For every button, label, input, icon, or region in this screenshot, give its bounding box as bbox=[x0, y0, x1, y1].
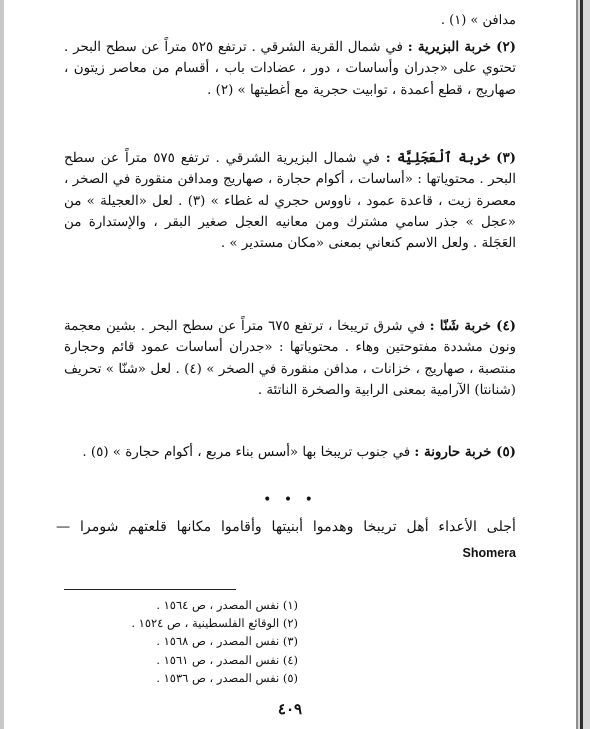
footnote-divider bbox=[64, 589, 236, 590]
footnote: (٢) الوقائع الفلسطينية ، ص ١٥٢٤ . bbox=[131, 616, 298, 631]
section-separator: • • • bbox=[263, 492, 317, 508]
window-left-border bbox=[0, 0, 4, 729]
paragraph-ajaliya bbox=[64, 148, 516, 254]
paragraph-text: في شمال القرية الشرقي . ترتفع ٥٢٥ متراً عن سطح البحر . تحتوي على «جدران وأساسات ، دور ، عضادات باب ، أقسام من معاصر زيتون ، صهاريج ، قطع أعمدة ، توابيت حجرية مع أغطيتها » (٢) . bbox=[64, 40, 516, 98]
paragraph-haruna bbox=[64, 442, 516, 463]
footnote: (٣) نفس المصدر ، ص ١٥٦٨ . bbox=[156, 634, 298, 649]
page-number: ٤٠٩ bbox=[277, 700, 303, 718]
footnotes bbox=[88, 596, 298, 687]
footnote: (١) نفس المصدر ، ص ١٥٦٤ . bbox=[156, 598, 298, 612]
paragraph-text: في شرق تريبخا ، ترتفع ٦٧٥ متراً عن سطح البحر . بشين معجمة ونون مشددة مفتوحتين وهاء . محتوياتها : «جدران أساسات عمود قائم وحجارة منتصبة ، صهاريج ، خزانات ، مدافن منقورة في الصخر » (٤) . لعل «شنّا » تحريف (شنانتا) الآرامية بمعنى الرابية والصخرة الناتئة . bbox=[64, 319, 516, 398]
paragraph-heading: (٥) خربة حارونة : bbox=[414, 444, 516, 460]
footnote: (٥) نفس المصدر ، ص ١٥٣٦ . bbox=[156, 670, 298, 685]
paragraph-buzairiya bbox=[64, 37, 516, 101]
closing-latin-name: Shomera bbox=[462, 546, 516, 560]
window-scrollbar-edge[interactable] bbox=[576, 0, 590, 729]
top-line: مدافن » (١) . bbox=[440, 13, 516, 28]
paragraph-heading: (٢) خربة البزيرية : bbox=[407, 39, 516, 55]
paragraph-shanna bbox=[64, 316, 516, 401]
book-page bbox=[56, 4, 516, 724]
closing-text: أجلى الأعداء أهل تريبخا وهدموا أبنيتها وأقاموا مكانها قلعتهم شومرا — bbox=[56, 519, 516, 535]
footnote: (٤) نفس المصدر ، ص ١٥٦١ . bbox=[156, 652, 298, 667]
paragraph-heading: (٤) خربة شَنّا : bbox=[429, 318, 516, 334]
closing-paragraph bbox=[56, 514, 516, 566]
paragraph-text: في شمال البزيرية الشرقي . ترتفع ٥٧٥ متراً عن سطح البحر . محتوياتها : «أساسات ، أكوام حجارة ، صهاريج ومدافن منقورة في الصخر ، معصرة زيت ، قاعدة عمود ، ناووس حجري له غطاء » (٣) . لعل «العجيلة » من «عجل » جذر سامي مشترك ومن معانيه العجل صغير البقر ، والإستدارة من العَجَلة . ولعل الاسم كنعاني بمعنى «مكان مستدير » . bbox=[64, 151, 516, 252]
paragraph-text: في جنوب تريبخا بها «أسس بناء مربع ، أكوام حجارة » (٥) . bbox=[82, 445, 411, 460]
paragraph-heading: (٣) خربة ٱلْعَجَلِيَّة : bbox=[385, 150, 516, 166]
